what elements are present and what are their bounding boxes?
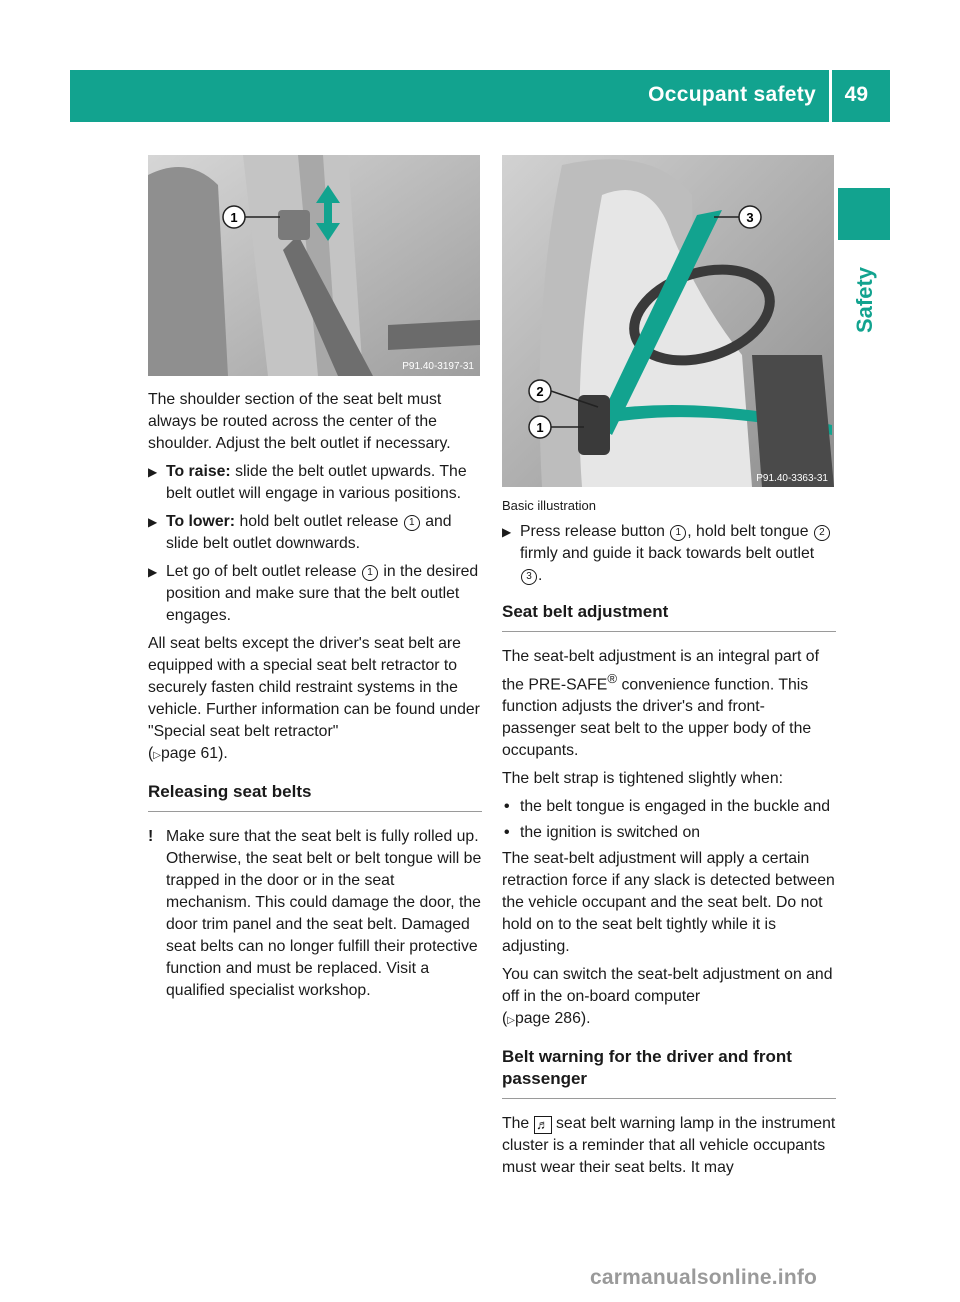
warning-lamp-paragraph — [502, 1113, 836, 1179]
heading-belt-warning: Belt warning for the driver and front passenger — [502, 1046, 836, 1099]
letgo-text-b: in the desired position and make sure that the belt outlet engages. — [166, 563, 479, 624]
step-let-go — [148, 561, 482, 627]
retraction-paragraph: The seat-belt adjustment will apply a certain retraction force if any slack is detected between the vehicle occupant and the seat belt. Do not hold on to the seat belt tightly while it is adjusting. — [502, 850, 835, 956]
bullet-icon: • — [504, 798, 510, 816]
registered-mark: ® — [607, 671, 618, 686]
bullet-1-text: the belt tongue is engaged in the buckle and — [520, 798, 831, 816]
right-fig-callout-1: 1 — [536, 420, 544, 435]
right-fig-callout-3: 3 — [746, 210, 754, 225]
right-column — [502, 497, 836, 1185]
callout-2-icon: 2 — [814, 525, 830, 541]
right-fig-callout-2: 2 — [536, 384, 544, 399]
tightened-intro: The belt strap is tightened slightly when: — [502, 770, 783, 788]
press-text-c: firmly and guide it back towards belt outlet — [520, 545, 815, 562]
callout-1-icon: 1 — [670, 525, 686, 541]
step-lower — [148, 511, 482, 555]
seat-belt-illustration — [502, 155, 834, 487]
side-tab-marker — [838, 188, 890, 240]
letgo-text-a: Let go of belt outlet release — [166, 563, 357, 580]
exclamation-icon: ! — [148, 828, 154, 845]
heading-adjustment: Seat belt adjustment — [502, 601, 836, 632]
header-bar — [70, 70, 890, 122]
retractor-text: All seat belts except the driver's seat belt are equipped with a special seat belt retractor to securely fasten child restraint systems in the vehicle. Further information can be found under "Special seat belt retractor" — [148, 635, 480, 740]
page-ref-icon: ▷ — [153, 750, 161, 761]
adjust-paragraph — [502, 646, 836, 762]
press-text-a: Press release button — [520, 523, 665, 540]
callout-1-icon: 1 — [404, 515, 420, 531]
step-press-release — [502, 521, 836, 587]
switch-paragraph: You can switch the seat-belt adjustment on and off in the on-board computer (▷page 286). — [502, 966, 833, 1028]
lower-text-a: hold belt outlet release — [239, 513, 399, 530]
step-arrow-icon: ▶ — [502, 525, 512, 539]
bullet-item — [502, 822, 836, 844]
heading-releasing: Releasing seat belts — [148, 781, 482, 812]
step-arrow-icon: ▶ — [148, 565, 158, 579]
section-title: Occupant safety — [648, 83, 816, 106]
bullet-item — [502, 796, 836, 818]
warning-lamp-text-a: The — [502, 1115, 530, 1133]
watermark: carmanualsonline.info — [590, 1266, 818, 1289]
side-tab-label-wrap — [845, 260, 885, 340]
lower-label: To lower: — [166, 513, 236, 530]
right-fig-code: P91.40-3363-31 — [756, 473, 828, 484]
raise-label: To raise: — [166, 463, 231, 480]
warning-lamp-text-b: seat belt warning lamp in the instrument cluster is a reminder that all vehicle occupants must wear their seat belts. It may — [502, 1115, 836, 1177]
switch-page-ref[interactable]: page 286). — [514, 1010, 591, 1028]
raise-text: slide the belt outlet upwards. The belt outlet will engage in various positions. — [166, 463, 467, 502]
figure-caption: Basic illustration — [502, 498, 596, 513]
belt-outlet-figure — [148, 155, 480, 376]
left-fig-code: P91.40-3197-31 — [402, 361, 474, 372]
page-number: 49 — [844, 83, 868, 106]
bullet-2-text: the ignition is switched on — [520, 824, 701, 842]
retractor-page-ref[interactable]: page 61). — [160, 745, 228, 762]
seat-belt-warning-lamp-icon: ♬ — [534, 1116, 552, 1134]
callout-1-icon: 1 — [362, 565, 378, 581]
retractor-paragraph: All seat belts except the driver's seat belt are equipped with a special seat belt retractor to securely fasten child restraint systems in the vehicle. Further information can be found under "Special seat belt retractor" (▷page 61). — [148, 635, 480, 762]
bullet-icon: • — [504, 824, 510, 842]
left-fig-callout-1: 1 — [230, 210, 238, 225]
press-text-d: . — [538, 567, 543, 584]
callout-3-icon: 3 — [521, 569, 537, 585]
belt-outlet-illustration — [148, 155, 480, 376]
warning-text: Make sure that the seat belt is fully rolled up. Otherwise, the seat belt or belt tongue will be trapped in the door or in the seat mechanism. This could damage the door, the door trim panel and the seat belt. Damaged seat belts can no longer fulfill their protective function and must be replaced. Visit a qualified specialist workshop. — [166, 828, 482, 999]
warning-note — [148, 826, 482, 1002]
switch-text: You can switch the seat-belt adjustment on and off in the on-board computer — [502, 966, 833, 1006]
header-divider — [829, 70, 832, 122]
press-text-b: , hold belt tongue — [687, 523, 809, 540]
step-arrow-icon: ▶ — [148, 515, 158, 529]
lower-text-b: and slide belt outlet downwards. — [166, 513, 452, 552]
adjust-text-b: convenience function. This function adjusts the driver's and front-passenger seat belt to the upper body of the occupants. — [502, 676, 812, 760]
seat-belt-figure — [502, 155, 834, 487]
left-column — [148, 389, 482, 1002]
side-tab-label: Safety — [852, 266, 877, 334]
adjust-text-a: The seat-belt adjustment is an integral part of the PRE-SAFE — [502, 648, 819, 694]
page-ref-icon: ▷ — [507, 1015, 515, 1027]
intro-paragraph: The shoulder section of the seat belt must always be routed across the center of the shoulder. Adjust the belt outlet if necessary. — [148, 391, 451, 452]
step-raise — [148, 461, 482, 505]
step-arrow-icon: ▶ — [148, 465, 158, 479]
